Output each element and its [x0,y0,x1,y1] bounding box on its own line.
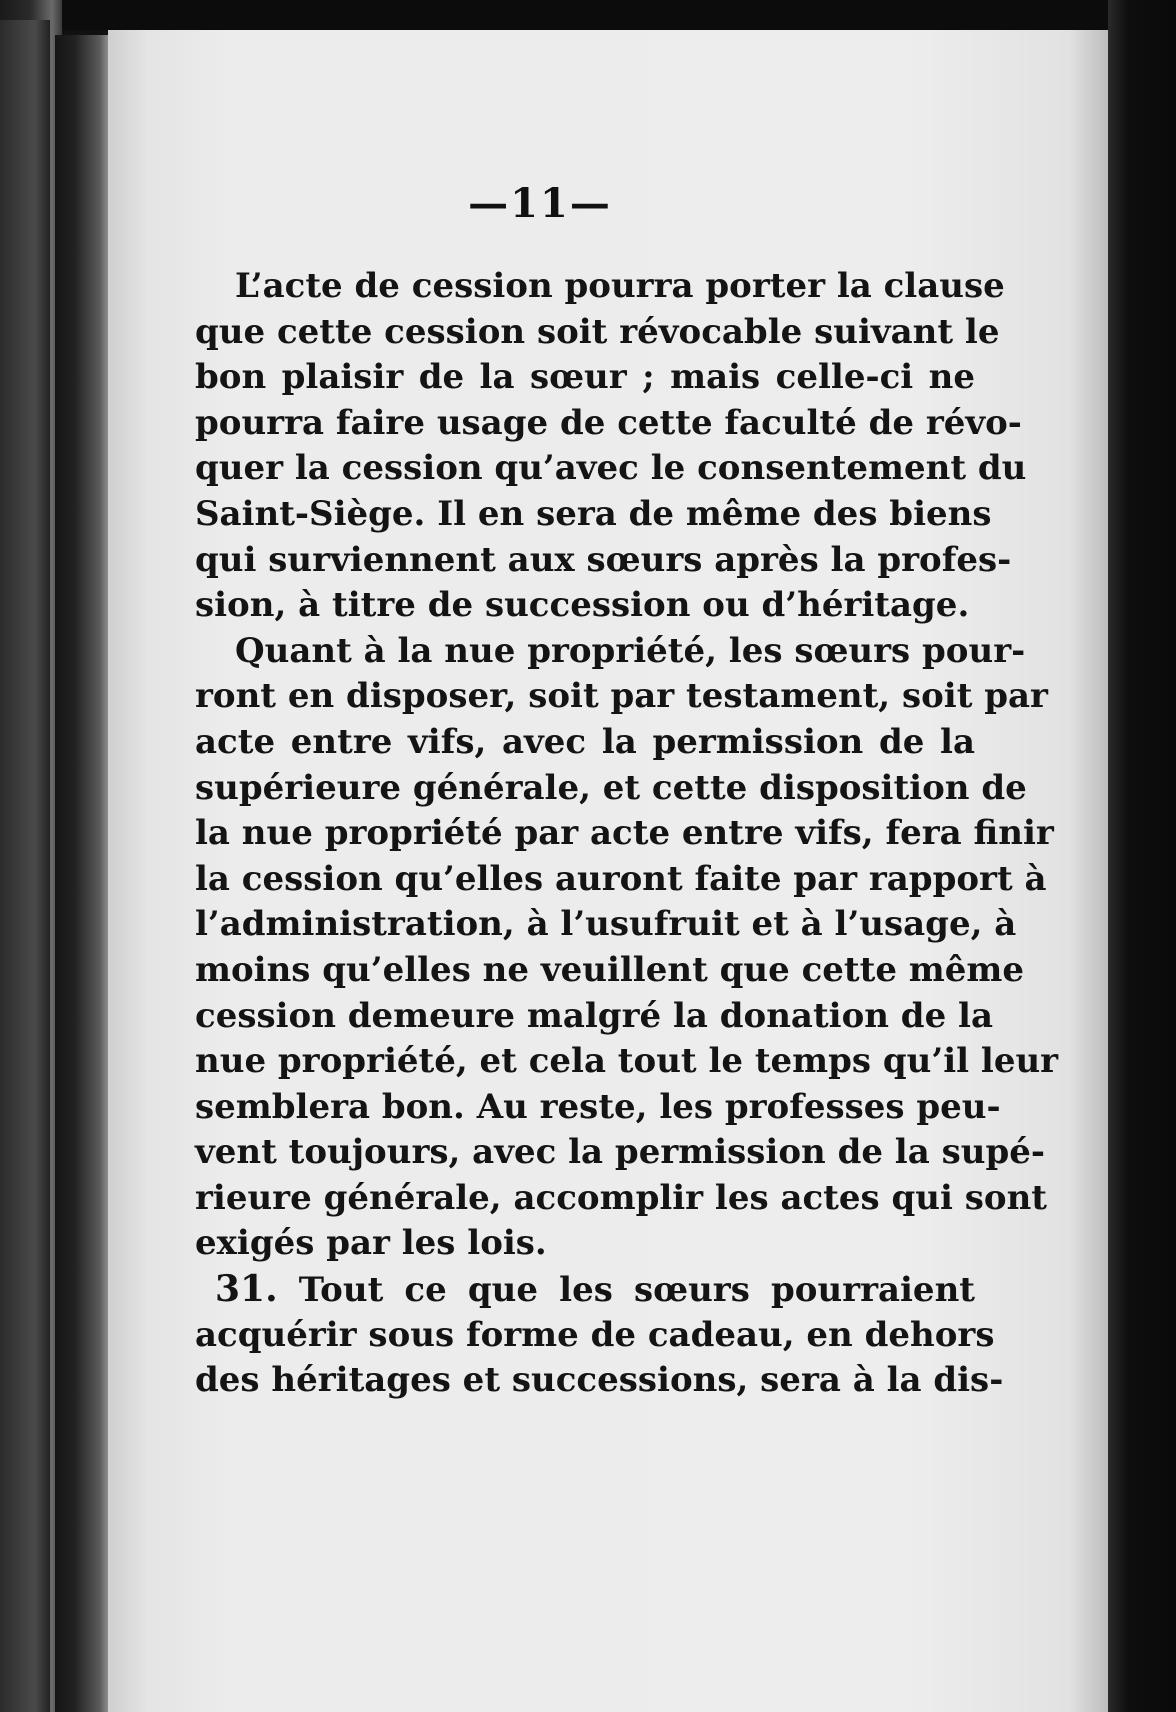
text-line: qui surviennent aux sœurs après la profes- [195,539,1012,580]
previous-page-edge [0,20,50,1712]
text-line: quer la cession qu’avec le consentement du [195,448,1027,489]
text-line: la nue propriété par acte entre vifs, fera finir [195,813,1054,854]
text-line: nue propriété, et cela tout le temps qu’il leur [195,1041,1059,1082]
article-first-line [195,1267,975,1313]
text-line: acte entre vifs, avec la permission de la [195,721,975,762]
article-first-line-text: Tout ce que les sœurs pourraient [298,1270,975,1311]
text-line: des héritages et successions, sera à la dis- [195,1360,1004,1401]
text-line: ront en disposer, soit par testament, soit par [195,676,1048,717]
text-line: la cession qu’elles auront faite par rapport à [195,858,1047,899]
scan-frame-right [1108,0,1176,1712]
text-line: pourra faire usage de cette faculté de révo- [195,402,1022,443]
text-line: Quant à la nue propriété, les sœurs pour- [235,630,1026,671]
body-text [195,264,1059,1404]
text-line: moins qu’elles ne veuillent que cette même [195,949,1024,990]
text-line: rieure générale, accomplir les actes qui sont [195,1177,1047,1218]
page-number: —11— [468,180,612,227]
text-line: cession demeure malgré la donation de la [195,995,993,1036]
text-line: que cette cession soit révocable suivant le [195,311,1000,352]
text-line: acquérir sous forme de cadeau, en dehors [195,1314,995,1355]
article-number: 31. [215,1268,278,1311]
text-line: Saint-Siège. Il en sera de même des biens [195,493,992,534]
text-line: semblera bon. Au reste, les professes peu- [195,1086,1001,1127]
text-line: vent toujours, avec la permission de la supé- [195,1132,1045,1173]
text-line: L’acte de cession pourra porter la clause [235,266,1005,306]
text-line: l’administration, à l’usufruit et à l’usage, à [195,904,1017,945]
scan-frame-top [0,0,1176,30]
text-line: exigés par les lois. [195,1223,547,1264]
text-line: bon plaisir de la sœur ; mais celle-ci ne [195,357,975,398]
text-line: sion, à titre de succession ou d’héritage. [195,585,970,626]
text-line: supérieure générale, et cette disposition de [195,767,1027,808]
book-gutter [55,35,110,1712]
